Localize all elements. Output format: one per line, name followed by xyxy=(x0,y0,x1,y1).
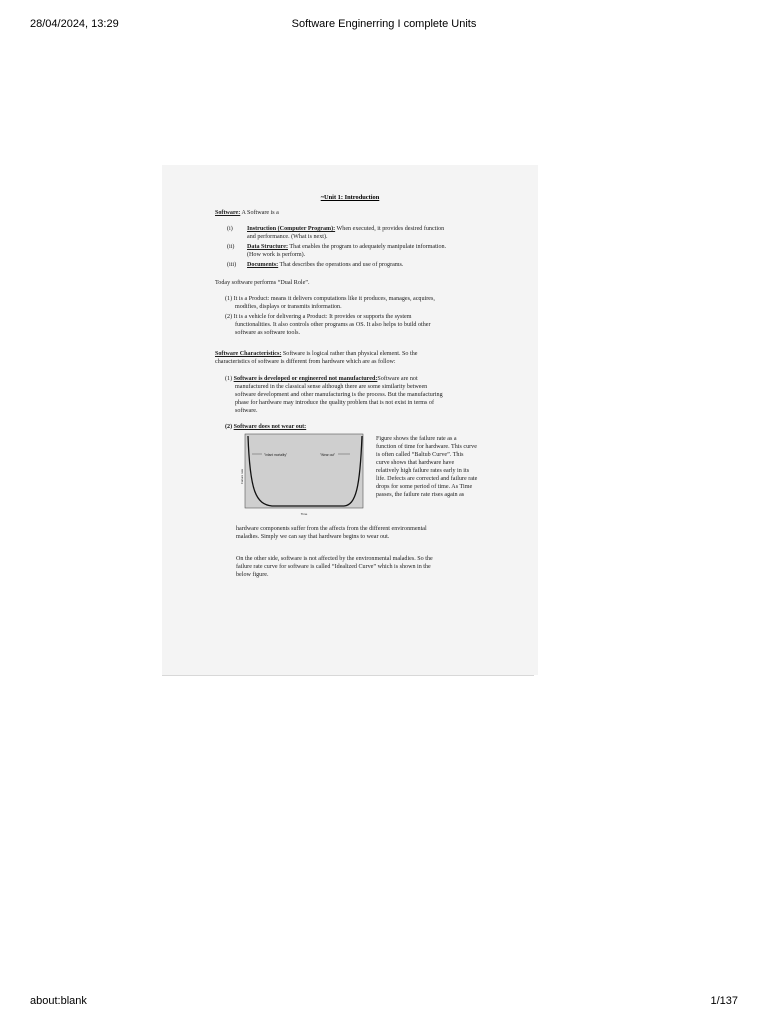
c2-term: Software does not wear out: xyxy=(233,424,307,430)
side-line: Figure shows the failure rate as a xyxy=(376,436,457,442)
print-footer-url: about:blank xyxy=(30,995,87,1007)
dual-role-text: Today software performs “Dual Role”. xyxy=(215,280,310,286)
characteristics-text: Software is logical rather than physical element. So the xyxy=(281,351,418,357)
side-line: is often called “Baltub Curve”. This xyxy=(376,452,464,458)
side-line: curve shows that hardware have xyxy=(376,460,455,466)
role-line: software as software tools. xyxy=(235,330,300,336)
characteristic-1 xyxy=(225,375,483,415)
print-header-title: Software Enginerring I complete Units xyxy=(291,18,477,30)
page-divider xyxy=(162,675,534,676)
figure-side-text xyxy=(376,435,483,499)
side-line: function of time for hardware. This curve xyxy=(376,444,477,450)
def-list xyxy=(227,225,485,271)
c1-term: Software is developed or engineered not manufactured: xyxy=(233,376,378,382)
c1-line: manufactured in the classical sense although there are some similarity between xyxy=(235,384,428,390)
characteristics-text-2: characteristics of software is different from hardware which are as follow: xyxy=(215,359,396,365)
print-footer-page: 1/137 xyxy=(710,995,738,1007)
other-line: below figure. xyxy=(236,572,269,578)
software-intro-text: A Software is a xyxy=(240,210,279,216)
def-item xyxy=(227,225,485,243)
role-line: (1) It is a Product: means it delivers computations like it produces, manages, acquires, xyxy=(225,296,435,302)
c1-text: Software are not xyxy=(377,376,418,382)
def-num: (i) xyxy=(227,226,233,232)
characteristics-label: Software Characteristics: xyxy=(215,351,282,357)
characteristics-intro xyxy=(215,350,485,366)
def-item xyxy=(227,243,485,261)
c1-line: phase for hardware may introduce the quality problem that is not exist in terms of xyxy=(235,400,435,406)
infant-mortality-label: "Infant mortality" xyxy=(264,453,288,457)
other-line: failure rate curve for software is called “Idealized Curve” which is shown in the xyxy=(236,564,431,570)
role-line: (2) It is a vehicle for delivering a Product: It provides or supports the system xyxy=(225,314,412,320)
side-line: passes, the failure rate rises again as xyxy=(376,492,465,498)
wear-out-label: "Wear out" xyxy=(320,453,336,457)
after-figure-text xyxy=(236,525,486,541)
def-cont: and performance. (What is next). xyxy=(247,234,328,240)
doc-title: ~Unit 1: Introduction xyxy=(320,194,380,201)
other-line: On the other side, software is not affected by the environmental maladies. So the xyxy=(236,556,433,562)
def-item xyxy=(227,261,485,271)
c1-num: (1) xyxy=(225,376,233,382)
software-intro xyxy=(215,209,485,217)
def-text: When executed, it provides desired function xyxy=(335,226,445,232)
figure-plot-area xyxy=(245,434,363,508)
def-num: (iii) xyxy=(227,262,237,268)
role-line: modifies, displays or transmits information. xyxy=(235,304,342,310)
side-line: drops for some period of time. As Time xyxy=(376,484,473,490)
role-item-2 xyxy=(225,313,483,337)
bathtub-curve-figure xyxy=(240,432,372,520)
def-text: That enables the program to adequately manipulate information. xyxy=(288,244,447,250)
role-item-1 xyxy=(225,295,483,311)
def-text: That describes the operations and use of programs. xyxy=(278,262,404,268)
bathtub-curve-svg xyxy=(240,432,372,520)
y-axis-label: Failure rate xyxy=(240,468,244,484)
def-cont: (How work is perform). xyxy=(247,252,306,258)
characteristic-2 xyxy=(225,423,483,431)
software-idealized-text xyxy=(236,555,486,579)
software-label: Software: xyxy=(215,210,241,216)
side-line: life. Defects are corrected and failure rate xyxy=(376,476,478,482)
def-term: Data Structure: xyxy=(247,244,289,250)
role-line: functionalities. It also controls other programs as OS. It also helps to build other xyxy=(235,322,431,328)
after-line: hardware components suffer from the affects from the different environmental xyxy=(236,526,427,532)
def-term: Documents: xyxy=(247,262,279,268)
print-header-date: 28/04/2024, 13:29 xyxy=(30,18,119,30)
c1-line: software development and other manufacturing is the process. But the manufacturing xyxy=(235,392,443,398)
c1-line: software. xyxy=(235,408,258,414)
after-line: maladies. Simply we can say that hardware begins to wear out. xyxy=(236,534,390,540)
def-num: (ii) xyxy=(227,244,235,250)
x-axis-label: Time xyxy=(300,512,308,516)
def-term: Instruction (Computer Program): xyxy=(247,226,336,232)
side-line: relatively high failure rates early in its xyxy=(376,468,470,474)
c2-num: (2) xyxy=(225,424,233,430)
